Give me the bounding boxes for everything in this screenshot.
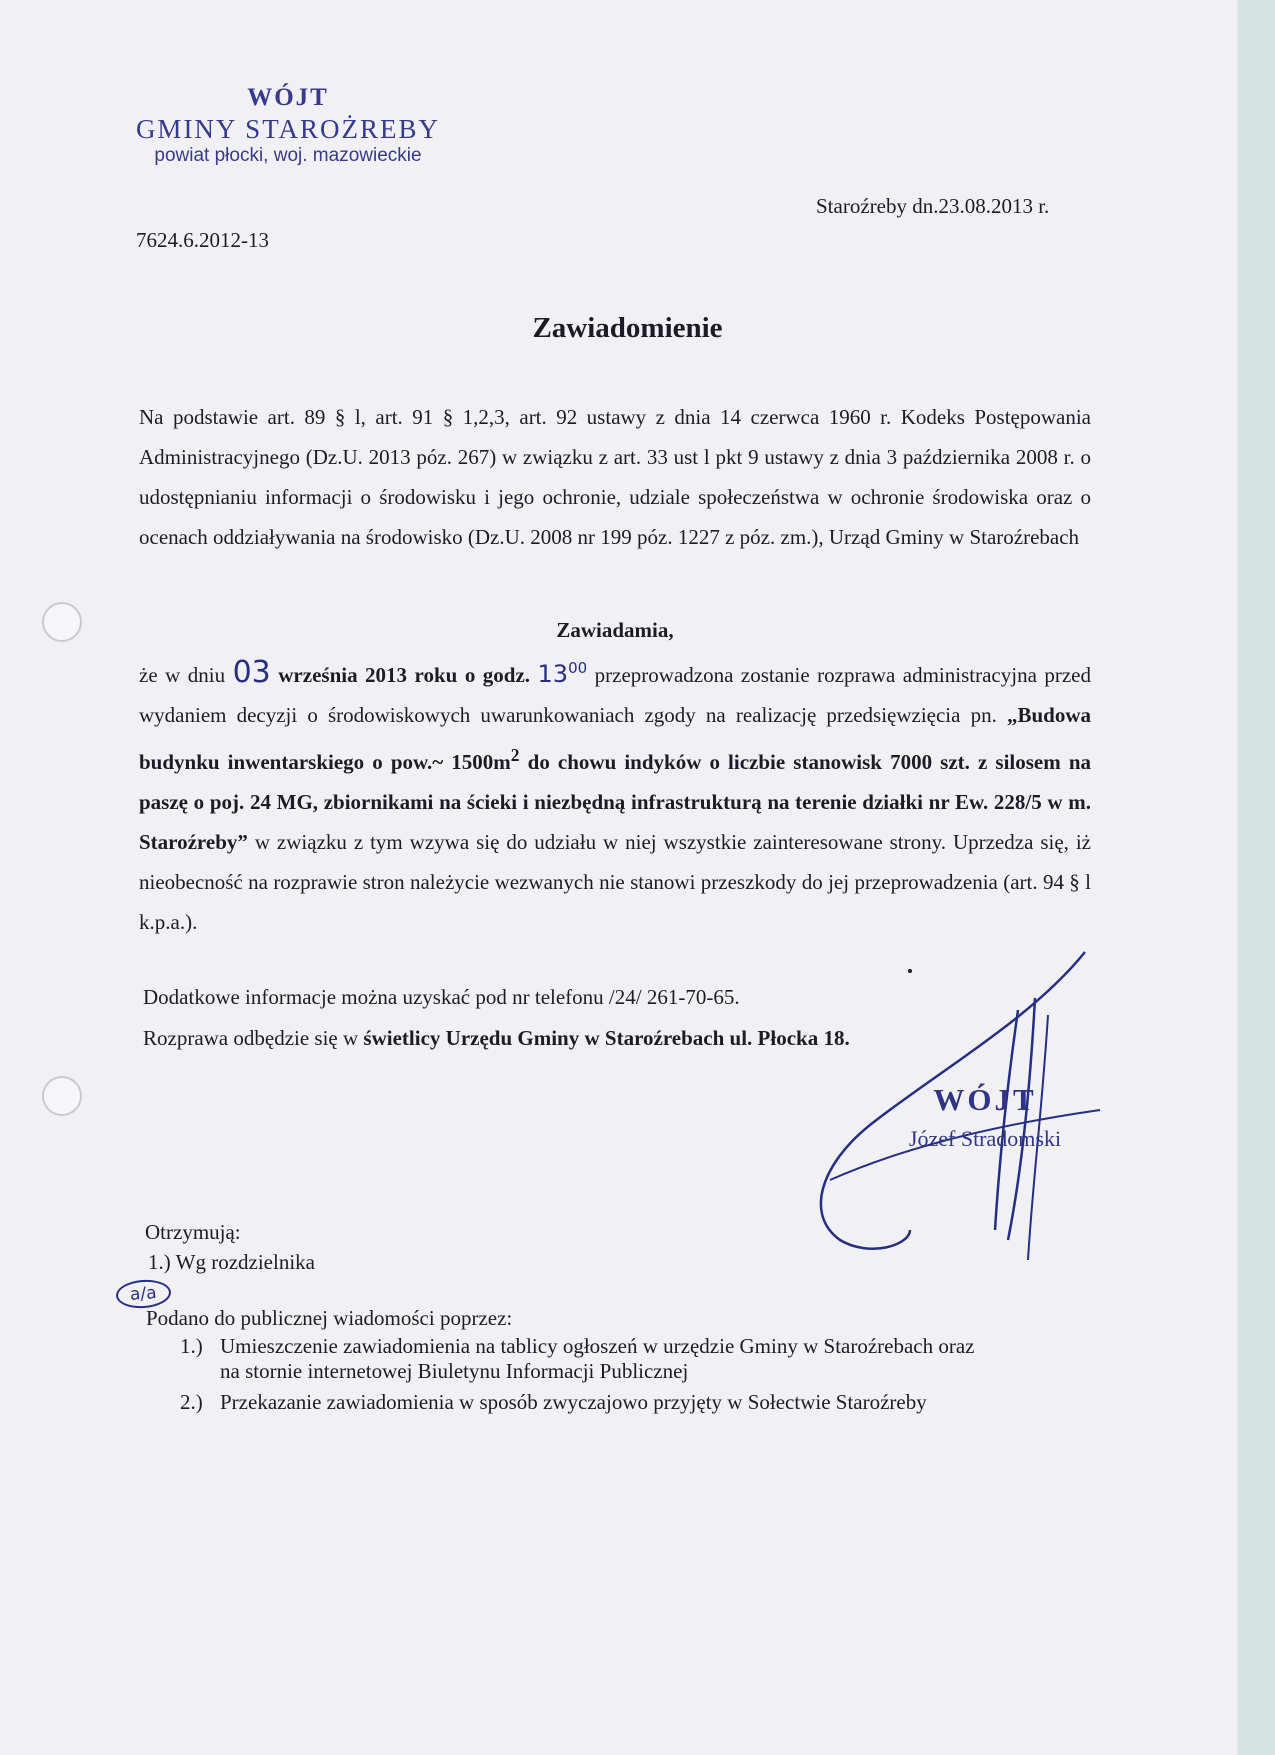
- venue-place: świetlicy Urzędu Gminy w Staroźrebach ul. Płocka 18.: [363, 1026, 850, 1050]
- venue-info: Rozprawa odbędzie się w świetlicy Urzędu Gminy w Staroźrebach ul. Płocka 18.: [143, 1026, 850, 1050]
- office-stamp: [108, 84, 468, 167]
- project-name: „Budowa budynku inwentarskiego o pow.~ $1500m^2$ do chowu indyków o liczbie stanowisk 7000 szt. z silosem na paszę o poj. 24 MG, zbiornikami na ścieki i niezbędną infrastrukturą na terenie działki nr Ew. 228/5 w m. Staroźreby”: [139, 703, 1092, 854]
- mayor-title: WÓJT: [933, 1082, 1037, 1117]
- handwritten-file-note: a/a: [115, 1278, 171, 1310]
- hearing-notice: w związku z tym wzywa się do udziału w niej wszystkie zainteresowane strony. Uprzedza się, iż nieobecność na rozprawie stron należycie wezwanych nie stanowi przeszkody do jej przeprowadzenia (art. 94 § l k.p.a.).: [139, 830, 1091, 934]
- recipients-label: Otrzymują:: [145, 1220, 241, 1244]
- notify-heading: Zawiadamia,: [556, 618, 674, 642]
- mayor-name: Józef Stradomski: [908, 1126, 1062, 1151]
- handwritten-day: 03: [232, 655, 271, 690]
- ink-dot: [908, 969, 912, 973]
- hearing-prefix: że w dniu: [139, 663, 226, 687]
- stamp-organization: GMINY STAROŻREBY: [135, 114, 441, 144]
- stamp-title: WÓJT: [247, 84, 329, 111]
- scan-edge: [1239, 0, 1275, 1755]
- hearing-month-year: września 2013 roku o godz.: [278, 663, 531, 687]
- document-title: Zawiadomienie: [532, 312, 723, 344]
- stamp-subtitle: powiat płocki, woj. mazowieckie: [154, 145, 422, 166]
- phone-info: Dodatkowe informacje można uzyskać pod nr telefonu /24/ 261-70-65.: [143, 985, 740, 1009]
- reference-number: 7624.6.2012-13: [136, 228, 269, 252]
- hearing-paragraph: [139, 648, 1091, 942]
- punch-hole-icon: [42, 1076, 82, 1116]
- intro-paragraph: Na podstawie art. 89 § l, art. 91 § 1,2,3, art. 92 ustawy z dnia 14 czerwca 1960 r. Kodeks Postępowania Administracyjnego (Dz.U. 2013 póz. 267) w związku z art. 33 ust l pkt 9 ustawy z dnia 3 października 2008 r. o udostępnianiu informacji o środowisku i jego ochronie, udziale społeczeństwa w ochronie środowiska oraz o ocenach oddziaływania na środowisko (Dz.U. 2008 nr 199 póz. 1227 z póz. zm.), Urząd Gminy w Staroźrebach: [139, 405, 1091, 549]
- punch-hole-icon: [42, 602, 82, 642]
- publication-item: 2.) Przekazanie zawiadomienia w sposób zwyczajowo przyjęty w Sołectwie Staroźreby: [180, 1390, 927, 1414]
- handwritten-hour: $13^{00}$: [537, 659, 588, 688]
- hearing-description: przeprowadzona zostanie rozprawa administracyjna przed wydaniem decyzji o środowiskowych uwarunkowaniach zgody na realizację przedsięwzięcia pn.: [139, 663, 1092, 727]
- publication-label: Podano do publicznej wiadomości poprzez:: [146, 1306, 513, 1330]
- mayor-stamp: [860, 1082, 1110, 1152]
- publication-item: 1.) Umieszczenie zawiadomienia na tablicy ogłoszeń w urzędzie Gminy w Staroźrebach oraz na stornie internetowej Biuletynu Informacji Publicznej: [180, 1334, 975, 1383]
- place-date: Staroźreby dn.23.08.2013 r.: [816, 194, 1050, 218]
- recipients-item: 1.) Wg rozdzielnika: [148, 1250, 315, 1274]
